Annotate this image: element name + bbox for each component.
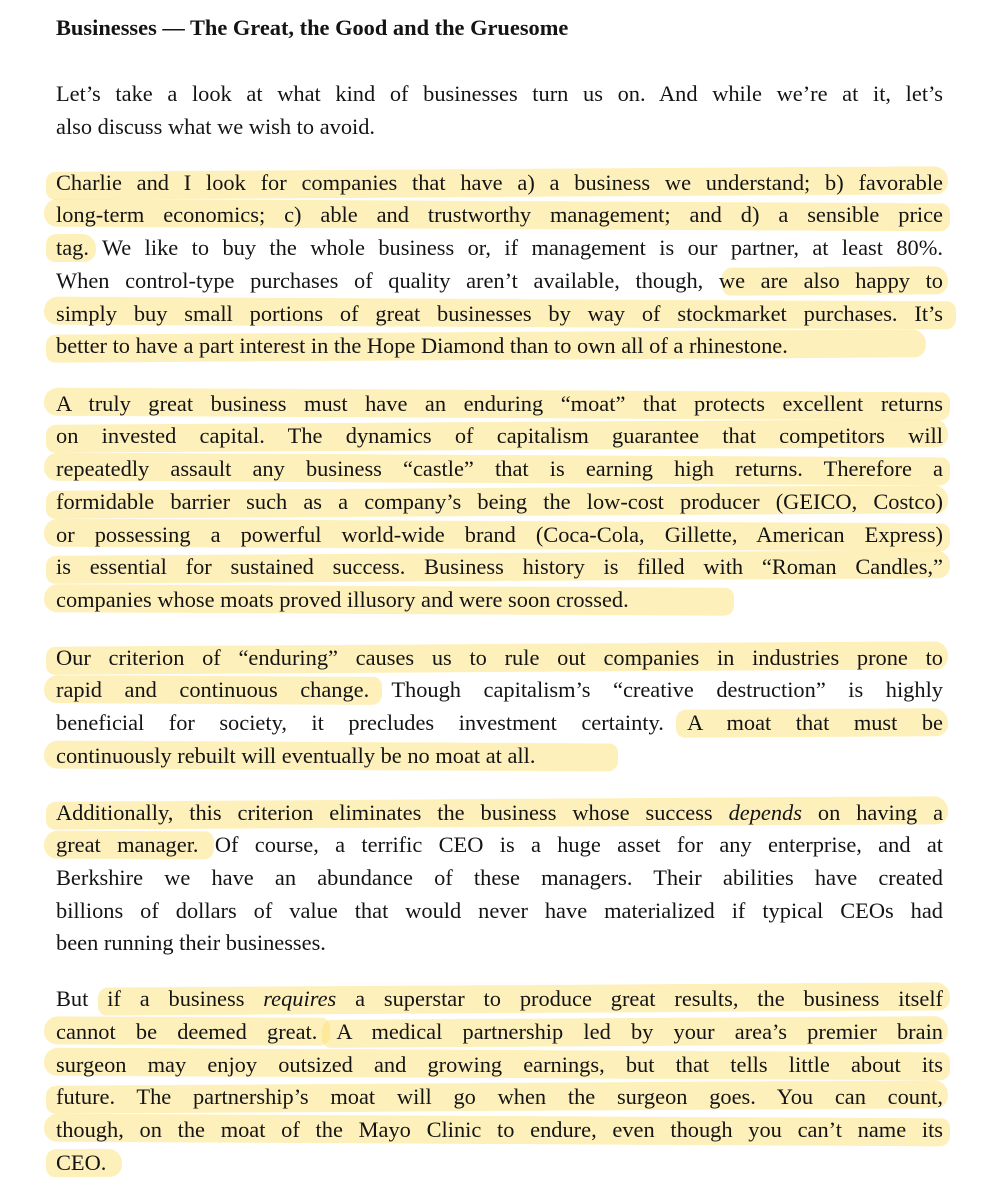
text-line: continuously rebuilt will eventually be no moat at all. — [56, 743, 536, 768]
text-line: Charlie and I look for companies that have a) a business we understand; b) favorable — [56, 170, 943, 195]
text-line: long-term economics; c) able and trustworthy management; and d) a sensible price — [56, 202, 943, 227]
text-line: Berkshire we have an abundance of these managers. Their abilities have created — [56, 865, 943, 890]
text-line: simply buy small portions of great businesses by way of stockmarket purchases. It’s — [56, 301, 943, 326]
text-line: CEO. — [56, 1150, 107, 1175]
text-line: Additionally, this criterion eliminates the business whose success depends on having a — [56, 800, 944, 825]
text-line: When control-type purchases of quality aren’t available, though, we are also happy to — [56, 268, 943, 293]
text-line: beneficial for society, it precludes investment certainty. A moat that must be — [56, 710, 943, 735]
text-line: though, on the moat of the Mayo Clinic to endure, even though you can’t name its — [56, 1117, 943, 1142]
text-line: A truly great business must have an enduring “moat” that protects excellent returns — [56, 391, 943, 416]
text-line: Let’s take a look at what kind of businesses turn us on. And while we’re at it, let’s — [56, 81, 943, 106]
text-line: Our criterion of “enduring” causes us to rule out companies in industries prone to — [56, 645, 943, 670]
text-line: But if a business requires a superstar to produce great results, the business itself — [56, 986, 943, 1011]
text-line: or possessing a powerful world-wide brand (Coca-Cola, Gillette, American Express) — [56, 522, 943, 547]
text-line: companies whose moats proved illusory and were soon crossed. — [56, 587, 629, 612]
text-line: repeatedly assault any business “castle” that is earning high returns. Therefore a — [56, 456, 943, 481]
text-line: billions of dollars of value that would never have materialized if typical CEOs had — [56, 898, 943, 923]
text-line: tag. We like to buy the whole business or, if management is our partner, at least 80%. — [56, 235, 943, 260]
text-line: is essential for sustained success. Business history is filled with “Roman Candles,” — [56, 554, 943, 579]
text-line: been running their businesses. — [56, 930, 326, 955]
text-line: future. The partnership’s moat will go when the surgeon goes. You can count, — [56, 1084, 943, 1109]
text-line: better to have a part interest in the Hope Diamond than to own all of a rhinestone. — [56, 333, 788, 358]
text-line: rapid and continuous change. Though capitalism’s “creative destruction” is highly — [56, 677, 943, 702]
text-line: surgeon may enjoy outsized and growing earnings, but that tells little about its — [56, 1052, 943, 1077]
document-title: Businesses — The Great, the Good and the Gruesome — [56, 15, 569, 40]
text-line: great manager. Of course, a terrific CEO is a huge asset for any enterprise, and at — [56, 832, 943, 857]
text-line: on invested capital. The dynamics of capitalism guarantee that competitors will — [56, 423, 943, 448]
text-line: formidable barrier such as a company’s being the low-cost producer (GEICO, Costco) — [56, 489, 943, 514]
text-line: also discuss what we wish to avoid. — [56, 114, 376, 139]
text-line: cannot be deemed great. A medical partnership led by your area’s premier brain — [56, 1019, 943, 1044]
